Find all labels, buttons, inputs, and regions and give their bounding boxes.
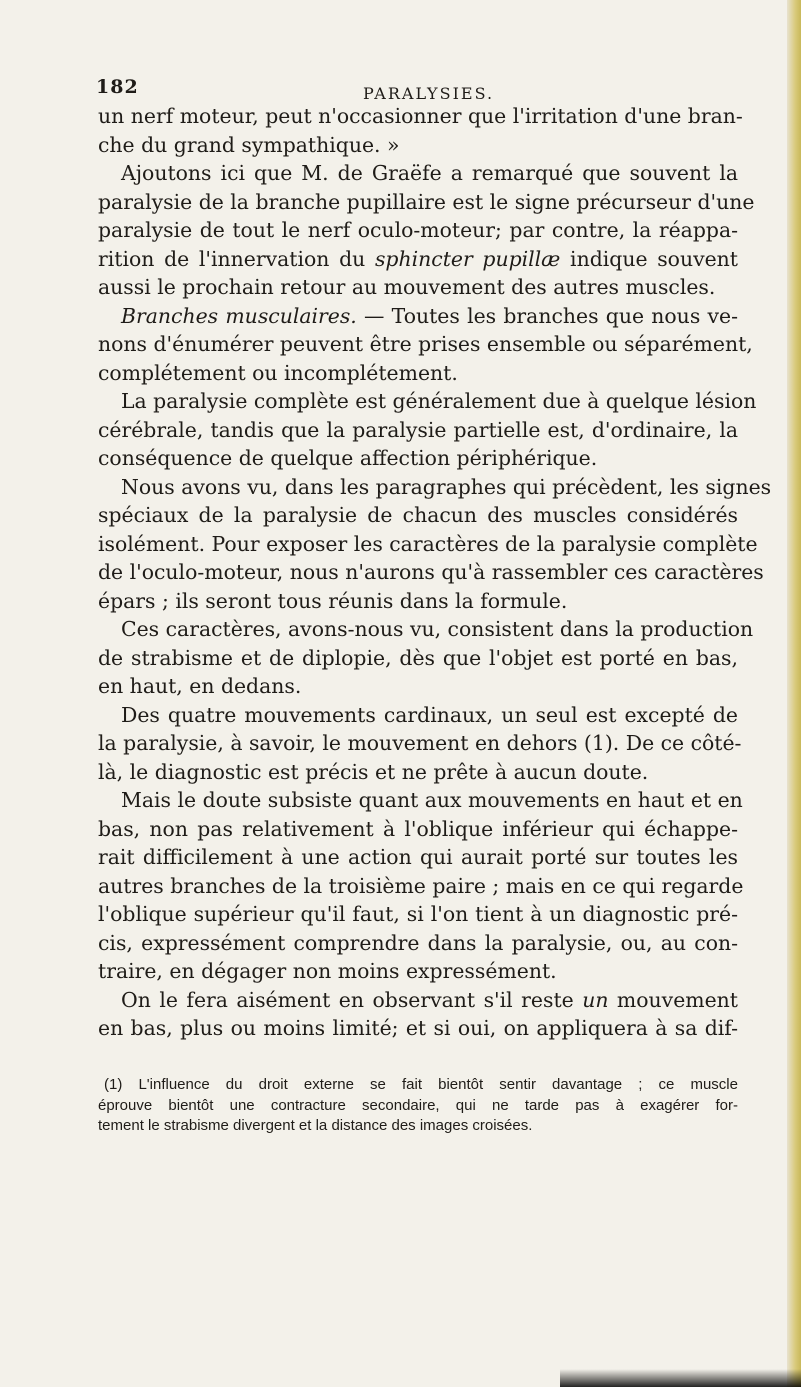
text-line-text: bas, non pas relativement à l'oblique inférieur qui échappe- (98, 816, 738, 841)
text-line-text: l'oblique supérieur qu'il faut, si l'on tient à un diagnostic pré- (98, 902, 738, 926)
text-line-text: cérébrale, tandis que la paralysie partielle est, d'ordinaire, la (98, 417, 738, 442)
italic-phrase: un (582, 987, 609, 1012)
text-line-text: La paralysie complète est généralement due à quelque lésion (121, 389, 757, 413)
text-line (98, 131, 738, 160)
text-line (98, 102, 743, 131)
text-line (98, 587, 738, 616)
text-line-text: paralysie de tout le nerf oculo-moteur; par contre, la réappa- (98, 218, 738, 242)
page-number: 182 (96, 76, 139, 98)
text-line (98, 530, 758, 559)
text-line (98, 672, 738, 701)
text-line-text: indique souvent (560, 246, 738, 271)
text-line-text: che du grand sympathique. » (98, 132, 400, 157)
text-line (98, 359, 738, 388)
text-line-text: — Toutes les branches que nous ve- (356, 303, 739, 328)
text-line-text: On le fera aisément en observant s'il reste (121, 987, 583, 1012)
text-line (98, 872, 744, 901)
footnote-line-text: (1) L'influence du droit externe se fait bientôt sentir davantage ; ce muscle (104, 1076, 738, 1093)
text-line (98, 815, 738, 844)
text-line (98, 159, 738, 188)
text-line (98, 1014, 738, 1043)
text-line-text: Ces caractères, avons-nous vu, consistent dans la production (121, 617, 754, 641)
text-line (98, 615, 754, 644)
text-line (98, 330, 753, 359)
text-line-text: isolément. Pour exposer les caractères de la paralysie complète (98, 531, 758, 556)
text-line-text: Nous avons vu, dans les paragraphes qui précèdent, les signes (121, 474, 772, 499)
text-line (98, 843, 738, 872)
text-line-text: Mais le doute subsiste quant aux mouvements en haut et en (121, 788, 743, 812)
text-line-text: rait difficilement à une action qui aurait porté sur toutes les (98, 845, 738, 869)
footnote-line-text: tement le strabisme divergent et la distance des images croisées. (98, 1117, 533, 1134)
text-line (98, 758, 738, 787)
text-line-text: un nerf moteur, peut n'occasionner que l'irritation d'une bran- (98, 104, 743, 128)
text-line (98, 957, 738, 986)
italic-phrase: Branches musculaires. (121, 303, 357, 328)
text-line-text: complétement ou incomplétement. (98, 360, 458, 385)
text-line (98, 473, 772, 502)
text-line (98, 216, 738, 245)
text-line-text: mouvement (608, 987, 738, 1012)
text-line (98, 387, 757, 416)
text-line-text: autres branches de la troisième paire ; mais en ce qui regarde (98, 873, 744, 898)
body-text (98, 102, 772, 1043)
text-line-text: rition de l'innervation du (98, 246, 375, 271)
text-line (98, 986, 738, 1015)
footnote-line (98, 1116, 738, 1137)
text-line-text: traire, en dégager non moins expressément. (98, 959, 557, 983)
text-line (98, 444, 738, 473)
text-line (98, 273, 738, 302)
bottom-shadow (560, 1369, 801, 1387)
text-line-text: épars ; ils seront tous réunis dans la formule. (98, 588, 568, 613)
text-line-text: en bas, plus ou moins limité; et si oui, on appliquera à sa dif- (98, 1016, 738, 1040)
footnote-line-text: éprouve bientôt une contracture secondaire, qui ne tarde pas à exagérer for- (98, 1096, 738, 1114)
italic-phrase: sphincter pupillæ (374, 246, 561, 271)
text-line-text: Des quatre mouvements cardinaux, un seul est excepté de (121, 702, 738, 727)
text-line (98, 245, 738, 274)
text-line (98, 558, 764, 587)
text-line-text: aussi le prochain retour au mouvement des autres muscles. (98, 275, 716, 299)
text-line (98, 900, 738, 929)
text-line-text: paralysie de la branche pupillaire est le signe précurseur d'une (98, 189, 755, 214)
footnotes (98, 1075, 738, 1137)
text-line (98, 501, 738, 530)
text-line-text: conséquence de quelque affection périphérique. (98, 446, 598, 470)
text-line-text: là, le diagnostic est précis et ne prête à aucun doute. (98, 759, 649, 784)
page-edge (787, 0, 801, 1387)
text-line-text: la paralysie, à savoir, le mouvement en dehors (1). De ce côté- (98, 731, 742, 755)
text-line-text: en haut, en dedans. (98, 674, 302, 698)
text-line (98, 302, 738, 331)
text-line (98, 188, 755, 217)
text-line (98, 701, 738, 730)
text-line (98, 729, 742, 758)
text-line-text: spéciaux de la paralysie de chacun des muscles considérés (98, 503, 738, 527)
text-line-text: de strabisme et de diplopie, dès que l'objet est porté en bas, (98, 645, 738, 670)
text-line-text: Ajoutons ici que M. de Graëfe a remarqué que souvent la (121, 161, 738, 185)
running-title: PARALYSIES. (363, 84, 495, 103)
text-line-text: nons d'énumérer peuvent être prises ensemble ou séparément, (98, 332, 753, 356)
footnote-line (98, 1075, 738, 1096)
footnote-line (98, 1096, 738, 1117)
text-line-text: cis, expressément comprendre dans la paralysie, ou, au con- (98, 930, 738, 955)
text-line (98, 416, 738, 445)
text-line-text: de l'oculo-moteur, nous n'aurons qu'à rassembler ces caractères (98, 560, 764, 584)
text-line (98, 786, 743, 815)
text-line (98, 644, 738, 673)
text-line (98, 929, 738, 958)
